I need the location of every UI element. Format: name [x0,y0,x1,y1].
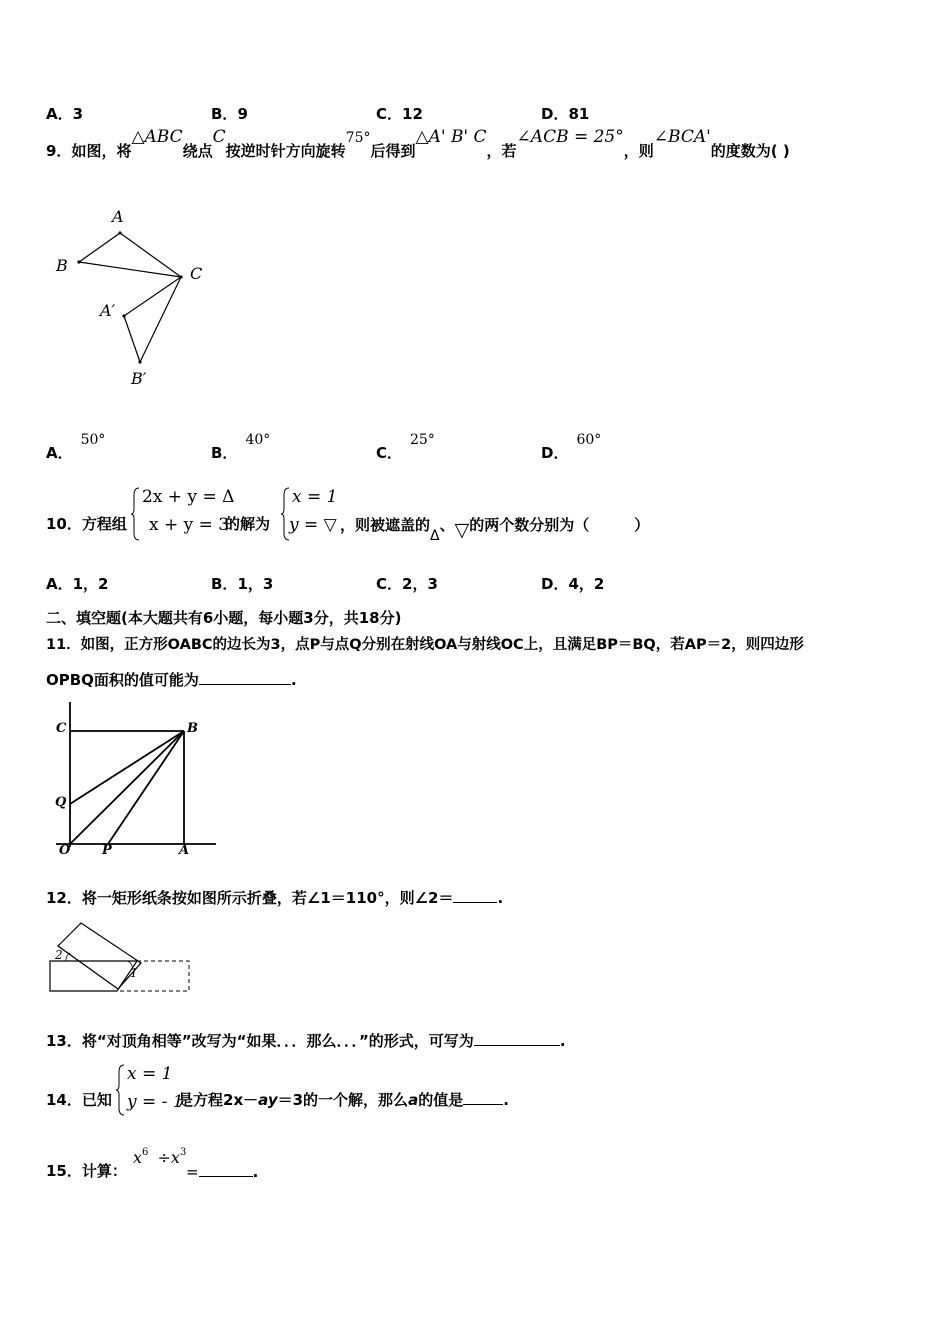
q14-equation-1: x = 1 [127,1064,173,1084]
q8-option-d: D．81 [541,105,590,123]
q14-number: 14．已知 [46,1091,112,1109]
q9-option-b: B．40° [211,432,271,462]
q15-answer-blank [199,1162,253,1177]
q12-text: 12．将一矩形纸条按如图所示折叠，若∠1＝110°，则∠2＝ . [46,889,504,907]
q11-answer-blank [199,670,291,685]
label-b-prime: B′ [131,369,147,388]
q12-folded-strip-figure [46,918,192,996]
q10-equation-2: x + y = 3 [149,515,230,535]
q12-answer-blank [453,888,497,903]
segment-ca1 [124,277,181,316]
q15-expression: $x^6 \div x^3$ [133,1147,187,1167]
label-a: A [179,843,190,858]
q14-equation-2: y = - 1 [127,1092,184,1112]
segment-bc [79,262,181,277]
q11-square-figure [52,700,220,862]
label-b: B [187,721,198,736]
q10-text: ，则被遮盖的Δ、▽的两个数分别为（ ） [340,516,650,544]
q10-solution-label: 的解为 [225,515,271,533]
q10-solution-1: x = 1 [292,487,338,507]
label-a-prime: A′ [100,301,116,320]
q8-option-b: B．9 [211,105,248,123]
q10-option-b: B．1，3 [211,575,274,593]
q10-left-brace [131,487,141,541]
q10-equation-1: 2x + y = Δ [142,487,235,507]
q10-option-a: A．1，2 [46,575,109,593]
q13-text: 13．将“对顶角相等”改写为“如果．．．那么．．．”的形式，可写为 . [46,1032,566,1050]
q8-option-a: A．3 [46,105,84,123]
q9-text: 9．如图，将△ABC绕点C按逆时针方向旋转75°后得到△A' B' C，若∠ACB = 25°，则∠BCA'的度数为( ) [46,127,790,160]
segment-cb1 [140,277,181,362]
q9-option-c: C．25° [376,432,435,462]
q14-text: 是方程2x－ay＝3的一个解，那么a的值是 . [178,1091,509,1109]
q9-rotation-figure [50,200,220,395]
angle-1-label: 1 [130,966,138,980]
q10-option-d: D．4，2 [541,575,605,593]
q10-number: 10．方程组 [46,515,127,533]
q15-answer: = . [186,1163,259,1181]
q10-solution-2: y = ▽ [289,515,337,535]
label-b: B [56,256,68,275]
segment-ac [120,233,181,277]
label-p: P [102,843,112,858]
angle-2-label: 2 [55,948,63,962]
label-c: C [190,264,203,283]
label-q: Q [55,795,67,810]
q14-answer-blank [463,1090,503,1105]
label-a: A [112,207,124,226]
segment-ab [79,233,120,262]
label-c: C [56,721,67,736]
label-o: O [59,843,71,858]
q9-option-d: D．60° [541,432,602,462]
q11-text-line-2: OPBQ面积的值可能为 . [46,671,297,689]
q14-brace [116,1064,126,1116]
segment-a1b1 [124,316,140,362]
q15-number: 15．计算： [46,1162,127,1180]
q11-text-line-1: 11．如图，正方形OABC的边长为3，点P与点Q分别在射线OA与射线OC上，且满足BP＝BQ，若AP＝2，则四边形 [46,637,804,653]
q13-answer-blank [474,1031,560,1046]
section-2-title: 二、填空题(本大题共有6小题，每小题3分，共18分) [46,609,402,627]
q10-option-c: C．2，3 [376,575,438,593]
q9-option-a: A．50° [46,432,106,462]
q8-option-c: C．12 [376,105,423,123]
